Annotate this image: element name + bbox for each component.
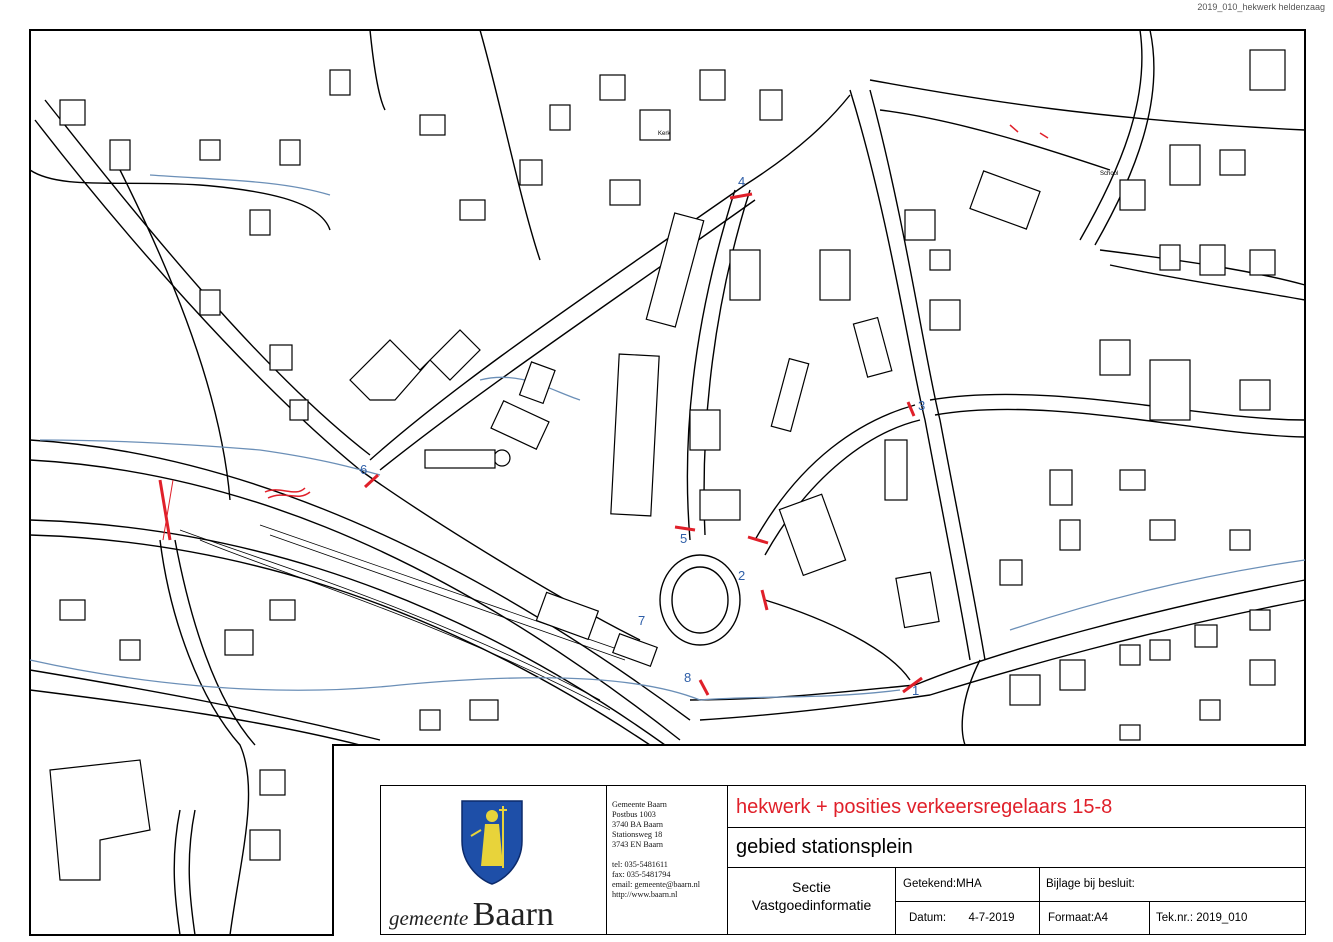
position-5-label: 5 xyxy=(680,531,688,546)
section-line-1: Sectie xyxy=(792,879,831,895)
contact-line: Stationsweg 18 xyxy=(612,830,663,839)
position-6-label: 6 xyxy=(360,462,368,477)
position-7-label: 7 xyxy=(638,613,646,628)
attachment-label: Bijlage bij besluit: xyxy=(1046,878,1135,890)
date-value: 4-7-2019 xyxy=(968,912,1015,924)
info-grid-divider xyxy=(1039,868,1040,934)
contact-line: 3743 EN Baarn xyxy=(612,840,663,849)
contact-line: 3740 BA Baarn xyxy=(612,820,663,829)
label-kerk: Kerk xyxy=(658,131,671,137)
logo-cell xyxy=(381,786,607,934)
section-cell xyxy=(728,868,896,934)
brand-small: gemeente xyxy=(389,906,469,930)
position-1-label: 1 xyxy=(912,683,920,698)
position-3-label: 3 xyxy=(918,398,926,413)
drawing-number-label: Tek.nr.: xyxy=(1156,912,1194,924)
contact-address xyxy=(606,786,728,934)
label-school: School xyxy=(1100,171,1119,177)
format-field xyxy=(1048,912,1108,924)
contact-line xyxy=(612,850,727,860)
drawing-reference: 2019_010_hekwerk heldenzaag xyxy=(1197,2,1325,12)
attachment-field xyxy=(1046,878,1135,890)
contact-line: tel: 035-5481611 xyxy=(612,860,668,869)
drawing-title: hekwerk + posities verkeersregelaars 15-8 xyxy=(728,786,1305,828)
brand-wordmark xyxy=(389,896,601,934)
brand-big: Baarn xyxy=(472,896,554,933)
date-field xyxy=(909,912,1015,924)
title-block xyxy=(380,785,1306,935)
coat-of-arms-logo xyxy=(457,796,527,886)
format-label: Formaat: xyxy=(1048,912,1095,924)
info-grid-divider xyxy=(896,901,1305,902)
position-4-label: 4 xyxy=(738,174,746,189)
position-8-label: 8 xyxy=(684,670,692,685)
contact-line: email: gemeente@baarn.nl xyxy=(612,880,701,889)
contact-line: Gemeente Baarn xyxy=(612,800,667,809)
drawing-number-field xyxy=(1156,912,1247,924)
format-value: A4 xyxy=(1094,912,1109,924)
drawn-by-field xyxy=(903,878,982,890)
drawing-subtitle: gebied stationsplein xyxy=(728,828,1305,868)
position-2-label: 2 xyxy=(738,568,746,583)
contact-line: Postbus 1003 xyxy=(612,810,656,819)
map-labels xyxy=(658,131,1118,177)
contact-line: http://www.baarn.nl xyxy=(612,890,678,899)
drawing-number-value: 2019_010 xyxy=(1196,912,1248,924)
date-label: Datum: xyxy=(909,912,947,924)
contact-line: fax: 035-5481794 xyxy=(612,870,671,879)
section-line-2: Vastgoedinformatie xyxy=(751,897,872,913)
drawn-by-value: MHA xyxy=(956,878,982,890)
drawn-by-label: Getekend: xyxy=(903,878,957,890)
info-grid-divider xyxy=(1149,901,1150,934)
